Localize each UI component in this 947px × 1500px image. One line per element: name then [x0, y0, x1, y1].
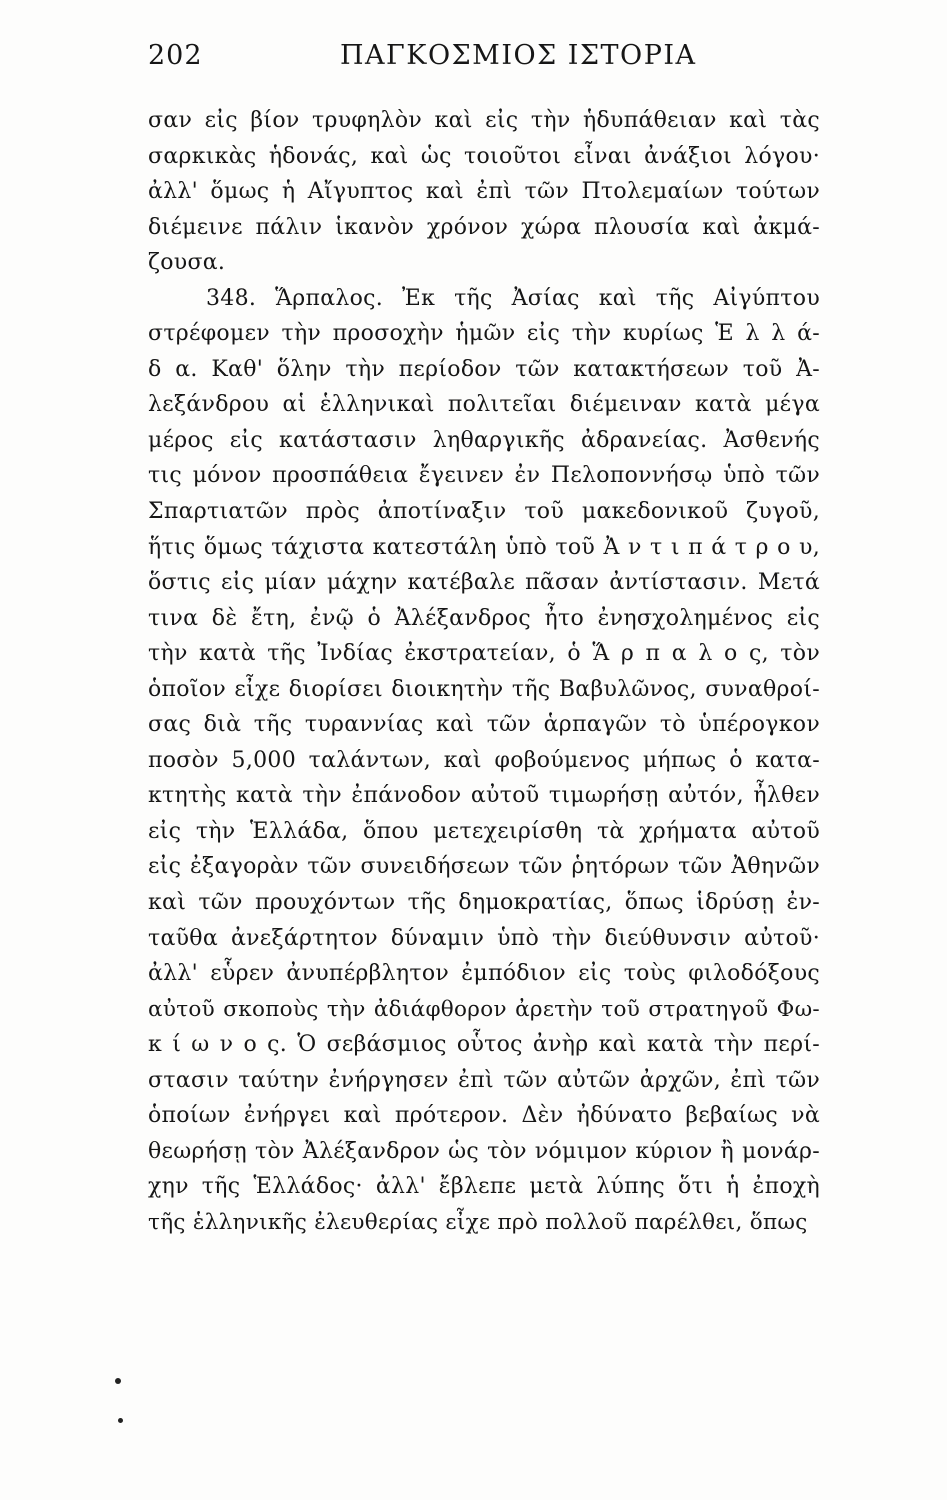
text-line: διέμεινε πάλιν ἱκανὸν χρόνον χώρα πλουσία καὶ ἀκμά-	[148, 214, 820, 240]
text-line: σας διὰ τῆς τυραννίας καὶ τῶν ἁρπαγῶν τὸ ὑπέρογκον	[148, 712, 820, 738]
margin-speck	[118, 1418, 123, 1423]
text-line: ἥτις ὅμως τάχιστα κατεστάλη ὑπὸ τοῦ Ἀ ν τ ι π ά τ ρ ο υ,	[148, 534, 820, 560]
running-head: ΠΑΓΚΟΣΜΙΟΣ ΙΣΤΟΡΙΑ	[340, 40, 697, 71]
section-heading-line: 348. Ἅρπαλος. Ἐκ τῆς Ἀσίας καὶ τῆς Αἰγύπτου	[206, 285, 820, 311]
page-header	[140, 40, 820, 80]
text-line: ὁποίων ἐνήργει καὶ πρότερον. Δὲν ἠδύνατο βεβαίως νὰ	[148, 1103, 820, 1129]
text-line: τῆς ἑλληνικῆς ἐλευθερίας εἶχε πρὸ πολλοῦ παρέλθει, ὅπως	[148, 1209, 808, 1235]
text-line: ἀλλ' εὗρεν ἀνυπέρβλητον ἐμπόδιον εἰς τοὺς φιλοδόξους	[148, 961, 820, 987]
text-line: ταῦθα ἀνεξάρτητον δύναμιν ὑπὸ τὴν διεύθυνσιν αὐτοῦ·	[148, 925, 820, 951]
text-line: ὅστις εἰς μίαν μάχην κατέβαλε πᾶσαν ἀντίστασιν. Μετά	[148, 570, 820, 596]
text-line: τις μόνον προσπάθεια ἔγεινεν ἐν Πελοποννήσῳ ὑπὸ τῶν	[148, 463, 820, 489]
text-line: λεξάνδρου αἱ ἑλληνικαὶ πολιτεῖαι διέμειναν κατὰ μέγα	[148, 392, 820, 418]
text-line: Σπαρτιατῶν πρὸς ἀποτίναξιν τοῦ μακεδονικοῦ ζυγοῦ,	[148, 499, 820, 525]
text-line: εἰς τὴν Ἑλλάδα, ὅπου μετεχειρίσθη τὰ χρήματα αὐτοῦ	[148, 818, 820, 844]
text-line: τὴν κατὰ τῆς Ἰνδίας ἐκστρατείαν, ὁ Ἅ ρ π α λ ο ς, τὸν	[148, 641, 820, 667]
margin-speck	[115, 1378, 121, 1384]
text-line: εἰς ἐξαγορὰν τῶν συνειδήσεων τῶν ῥητόρων τῶν Ἀθηνῶν	[148, 854, 820, 880]
text-line: σαρκικὰς ἡδονάς, καὶ ὡς τοιοῦτοι εἶναι ἀνάξιοι λόγου·	[148, 143, 820, 169]
text-line: ἀλλ' ὅμως ἡ Αἴγυπτος καὶ ἐπὶ τῶν Πτολεμαίων τούτων	[148, 179, 820, 205]
text-line: χην τῆς Ἑλλάδος· ἀλλ' ἔβλεπε μετὰ λύπης ὅτι ἡ ἐποχὴ	[148, 1174, 820, 1200]
text-line: μέρος εἰς κατάστασιν ληθαργικῆς ἀδρανείας. Ἀσθενής	[148, 427, 820, 453]
text-line: αὐτοῦ σκοποὺς τὴν ἀδιάφθορον ἀρετὴν τοῦ στρατηγοῦ Φω-	[148, 996, 820, 1022]
text-line: στασιν ταύτην ἐνήργησεν ἐπὶ τῶν αὐτῶν ἀρχῶν, ἐπὶ τῶν	[148, 1067, 820, 1093]
page-number: 202	[148, 40, 203, 71]
text-line: κ ί ω ν ο ς. Ὁ σεβάσμιος οὗτος ἀνὴρ καὶ κατὰ τὴν περί-	[148, 1032, 820, 1058]
text-line: στρέφομεν τὴν προσοχὴν ἡμῶν εἰς τὴν κυρίως Ἑ λ λ ά-	[148, 321, 820, 347]
text-line: δ α. Καθ' ὅλην τὴν περίοδον τῶν κατακτήσεων τοῦ Ἀ-	[148, 356, 820, 382]
text-line: καὶ τῶν προυχόντων τῆς δημοκρατίας, ὅπως ἱδρύσῃ ἐν-	[148, 890, 820, 916]
text-line: θεωρήσῃ τὸν Ἀλέξανδρον ὡς τὸν νόμιμον κύριον ἢ μονάρ-	[148, 1138, 820, 1164]
text-line: ποσὸν 5,000 ταλάντων, καὶ φοβούμενος μήπως ὁ κατα-	[148, 747, 820, 773]
text-line: κτητὴς κατὰ τὴν ἐπάνοδον αὐτοῦ τιμωρήσῃ αὐτόν, ἦλθεν	[148, 783, 820, 809]
body-text	[148, 103, 820, 1241]
text-line: ζουσα.	[148, 250, 226, 276]
text-line: τινα δὲ ἔτη, ἐνῷ ὁ Ἀλέξανδρος ἦτο ἐνησχολημένος εἰς	[148, 605, 820, 631]
text-line: ὁποῖον εἶχε διορίσει διοικητὴν τῆς Βαβυλῶνος, συναθροί-	[148, 676, 820, 702]
text-line: σαν εἰς βίον τρυφηλὸν καὶ εἰς τὴν ἡδυπάθειαν καὶ τὰς	[148, 108, 820, 133]
